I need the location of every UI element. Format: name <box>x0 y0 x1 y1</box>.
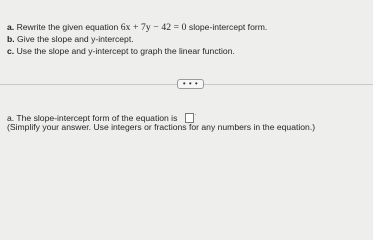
part-c-label: c. <box>7 46 15 56</box>
answer-box-dot: . <box>194 111 197 117</box>
part-a-text-after: slope-intercept form. <box>188 22 268 32</box>
question-part-b <box>7 34 134 45</box>
given-equation: 6x + 7y − 42 = 0 <box>120 22 187 33</box>
answer-a-text: The slope-intercept form of the equation is <box>16 113 178 123</box>
question-part-a <box>7 22 267 33</box>
part-a-label: a. <box>7 22 15 32</box>
answer-a-label: a. <box>7 113 15 123</box>
part-b-label: b. <box>7 34 15 44</box>
expand-more-button[interactable]: • • • <box>177 79 204 89</box>
part-a-text: Rewrite the given equation <box>16 22 119 32</box>
part-c-text: Use the slope and y-intercept to graph the linear function. <box>16 46 235 56</box>
answer-hint: (Simplify your answer. Use integers or fractions for any numbers in the equation.) <box>7 122 316 132</box>
question-part-c <box>7 46 235 57</box>
part-b-text: Give the slope and y-intercept. <box>17 34 134 44</box>
question-panel <box>0 0 373 84</box>
